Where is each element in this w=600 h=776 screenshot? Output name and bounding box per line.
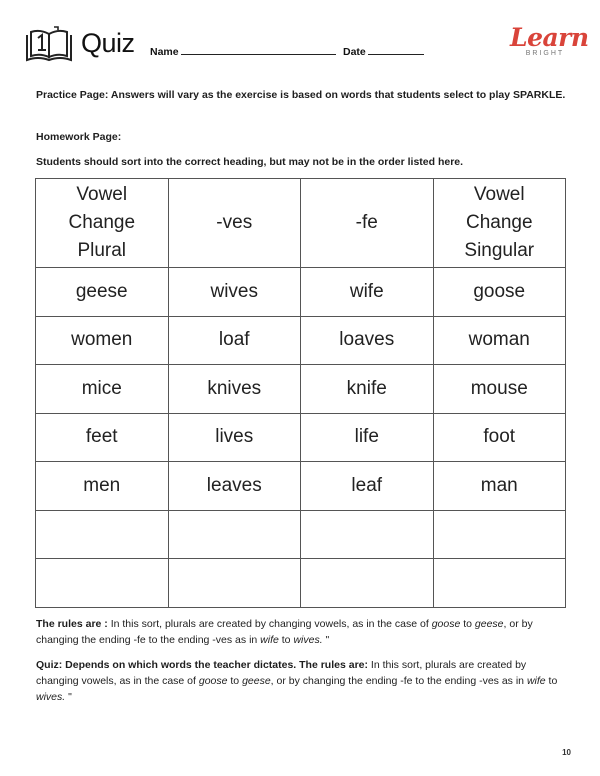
table-row-empty xyxy=(36,559,566,608)
worksheet-header xyxy=(24,22,589,70)
page-title: Quiz xyxy=(81,28,135,58)
table-cell: man xyxy=(433,462,566,511)
empty-cell[interactable] xyxy=(168,559,301,608)
table-cell: foot xyxy=(433,413,566,462)
header-vowel-change-plural: Vowel Change Plural xyxy=(36,179,169,268)
table-cell: mouse xyxy=(433,365,566,414)
table-cell: loaf xyxy=(168,316,301,365)
empty-cell[interactable] xyxy=(301,510,434,559)
empty-cell[interactable] xyxy=(168,510,301,559)
empty-cell[interactable] xyxy=(36,559,169,608)
name-blank-line[interactable] xyxy=(181,45,336,55)
open-book-icon xyxy=(24,26,74,64)
table-cell: woman xyxy=(433,316,566,365)
table-cell: mice xyxy=(36,365,169,414)
table-cell: knife xyxy=(301,365,434,414)
logo-word: Learn xyxy=(510,23,589,52)
rules-paragraph: The rules are : In this sort, plurals are created by changing vowels, as in the case of goose to geese, or by changing the ending -fe to the ending -ves as in wife to wives. " xyxy=(36,618,533,646)
quiz-rules-paragraph: Quiz: Depends on which words the teacher dictates. The rules are: In this sort, plurals are created by changing vowels, as in the case of goose to geese, or by changing the ending -fe to the ending -ves as in wife to wives. " xyxy=(36,659,558,703)
table-cell: feet xyxy=(36,413,169,462)
table-row xyxy=(36,316,566,365)
table-header-row xyxy=(36,179,566,268)
header-ves: -ves xyxy=(168,179,301,268)
table-cell: lives xyxy=(168,413,301,462)
date-blank-line[interactable] xyxy=(368,45,424,55)
table-cell: women xyxy=(36,316,169,365)
table-cell: leaves xyxy=(168,462,301,511)
header-vowel-change-singular: Vowel Change Singular xyxy=(433,179,566,268)
name-label: Name xyxy=(150,46,179,58)
table-cell: goose xyxy=(433,268,566,317)
header-fe: -fe xyxy=(301,179,434,268)
empty-cell[interactable] xyxy=(36,510,169,559)
table-cell: geese xyxy=(36,268,169,317)
homework-page-heading: Homework Page: xyxy=(36,131,122,143)
logo-subtext: BRIGHT xyxy=(525,50,565,57)
empty-cell[interactable] xyxy=(301,559,434,608)
table-cell: leaf xyxy=(301,462,434,511)
table-cell: knives xyxy=(168,365,301,414)
table-row-empty xyxy=(36,510,566,559)
table-cell: life xyxy=(301,413,434,462)
page-number: 10 xyxy=(562,748,571,757)
empty-cell[interactable] xyxy=(433,559,566,608)
date-field xyxy=(343,45,424,58)
table-row xyxy=(36,365,566,414)
practice-page-note: Practice Page: Answers will vary as the exercise is based on words that students select to play SPARKLE. xyxy=(36,89,566,101)
table-row xyxy=(36,413,566,462)
table-row xyxy=(36,462,566,511)
learn-bright-logo xyxy=(510,23,589,64)
table-cell: wife xyxy=(301,268,434,317)
table-cell: loaves xyxy=(301,316,434,365)
table-cell: wives xyxy=(168,268,301,317)
name-field xyxy=(150,45,336,58)
sort-instructions: Students should sort into the correct heading, but may not be in the order listed here. xyxy=(36,156,464,168)
table-cell: men xyxy=(36,462,169,511)
date-label: Date xyxy=(343,46,366,58)
word-sort-table xyxy=(35,178,566,608)
empty-cell[interactable] xyxy=(433,510,566,559)
table-row xyxy=(36,268,566,317)
